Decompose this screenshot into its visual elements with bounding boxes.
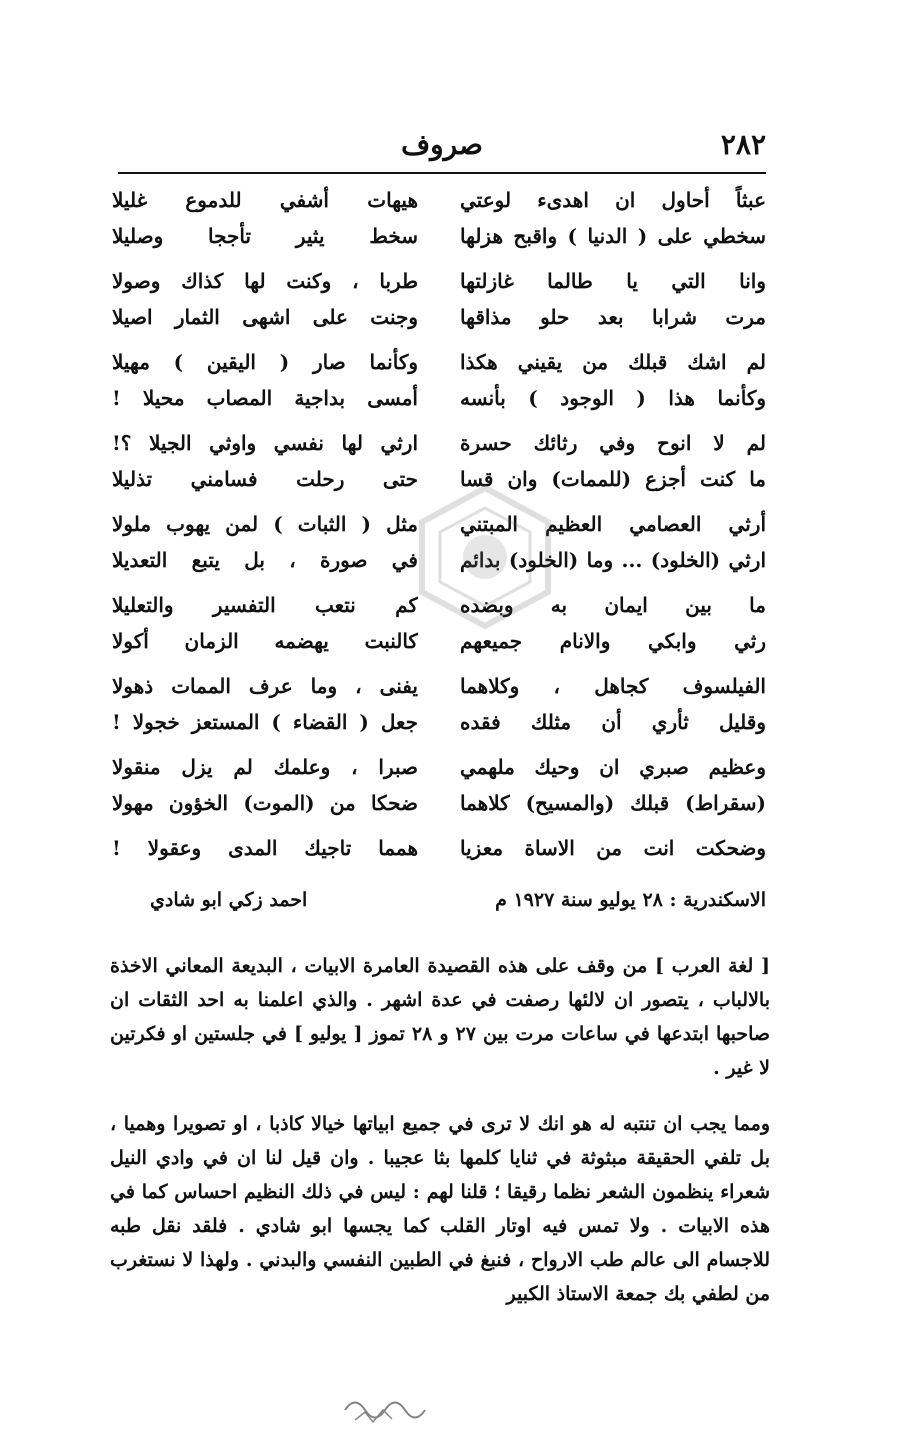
second-hemistich: كم نتعب التفسير والتعليلا	[112, 593, 418, 617]
second-hemistich: أمسى بداجية المصاب محيلا !	[112, 386, 418, 410]
poem-verse	[112, 749, 766, 785]
first-hemistich: ما كنت أجزع (للممات) وان قسا	[460, 467, 766, 491]
poem-verse	[112, 182, 766, 218]
second-hemistich: سخط يثير تأججا وصليلا	[112, 224, 418, 248]
first-hemistich: أرثي العصامي العظيم المبتني	[460, 512, 766, 536]
first-hemistich: ارثي (الخلود) ... وما (الخلود) بدائم	[460, 548, 766, 572]
page-header	[118, 128, 766, 168]
first-hemistich: رثي وابكي والانام جميعهم	[460, 629, 766, 653]
handwritten-mark	[340, 1390, 430, 1430]
running-title: صروف	[401, 128, 483, 161]
second-hemistich: في صورة ، بل يتبع التعديلا	[112, 548, 418, 572]
poem-verse	[112, 263, 766, 299]
first-hemistich: لم اشك قبلك من يقيني هكذا	[460, 350, 766, 374]
place-date: الاسكندرية : ٢٨ يوليو سنة ١٩٢٧ م	[495, 889, 766, 911]
poem-signoff	[150, 880, 766, 920]
poem-verse	[112, 830, 766, 866]
second-hemistich: صبرا ، وعلمك لم يزل منقولا	[112, 755, 418, 779]
first-hemistich: ما بين ايمان به وبضده	[460, 593, 766, 617]
second-hemistich: طربا ، وكنت لها كذاك وصولا	[112, 269, 418, 293]
poem-verse	[112, 785, 766, 821]
poem-stanza	[112, 344, 766, 416]
second-hemistich: حتى رحلت فسامني تذليلا	[112, 467, 418, 491]
poem-verse	[112, 704, 766, 740]
second-hemistich: يفنى ، وما عرف الممات ذهولا	[112, 674, 418, 698]
commentary-paragraph: [ لغة العرب ] من وقف على هذه القصيدة العامرة الابيات ، البديعة المعاني الاخذة بالالباب ، يتصور ان لالئها رصفت في عدة اشهر . والذي اعلمنا به احد الثقات ان صاحبها ابتدعها في ساعات مرت بين ٢٧ و ٢٨ تموز [ يوليو ] في جلستين او فكرتين لا غير .	[110, 955, 771, 1079]
library-watermark-seal	[410, 482, 560, 632]
poem-verse	[112, 344, 766, 380]
first-hemistich: وقليل ثأري أن مثلك فقده	[460, 710, 766, 734]
first-hemistich: وضحكت انت من الاساة معزيا	[460, 836, 766, 860]
first-hemistich: سخطي على ( الدنيا ) واقبح هزلها	[460, 224, 766, 248]
header-rule	[118, 172, 766, 174]
second-hemistich: جعل ( القضاء ) المستعز خجولا !	[112, 710, 418, 734]
poem-stanza	[112, 668, 766, 740]
poem-verse	[112, 218, 766, 254]
poem-verse	[112, 380, 766, 416]
poem-stanza	[112, 830, 766, 866]
second-hemistich: وكأنما صار ( اليقين ) مهيلا	[112, 350, 418, 374]
first-hemistich: الفيلسوف كجاهل ، وكلاهما	[460, 674, 766, 698]
second-hemistich: هيهات أشفي للدموع غليلا	[112, 188, 418, 212]
second-hemistich: ارثي لها نفسي واوثي الجيلا ؟!	[112, 431, 418, 455]
page-number: ٢٨٢	[720, 128, 766, 161]
poem-stanza	[112, 263, 766, 335]
second-hemistich: مثل ( الثبات ) لمن يهوب ملولا	[112, 512, 418, 536]
first-hemistich: وانا التي يا طالما غازلتها	[460, 269, 766, 293]
poem-verse	[112, 299, 766, 335]
second-hemistich: ضحكا من (الموت) الخؤون مهولا	[112, 791, 418, 815]
first-hemistich: عبثاً أحاول ان اهدىء لوعتي	[460, 188, 766, 212]
first-hemistich: (سقراط) قبلك (والمسيح) كلاهما	[460, 791, 766, 815]
second-hemistich: وجنت على اشهى الثمار اصيلا	[112, 305, 418, 329]
commentary-paragraph: ومما يجب ان تنتبه له هو انك لا ترى في جميع ابياتها خيالا كاذبا ، او تصويرا وهميا ، بل تلفي الحقيقة مبثوثة في ثنايا كلمها بثا عجيبا . وان قيل لنا ان في وادي النيل شعراء ينظمون الشعر نظما رقيقا ؛ قلنا لهم : ليس في ذلك النظيم احساس كما في هذه الابيات . ولا تمس فيه اوتار القلب كما يجسها ابو شادي . فلقد نقل طبه للاجسام الى عالم طب الارواح ، فنبغ في الطبين النفسي والبدني . ولهذا لا نستغرب من لطفي بك جمعة الاستاذ الكبير	[110, 1113, 770, 1305]
poem-author: احمد زكي ابو شادي	[150, 889, 308, 911]
poem-stanza	[112, 749, 766, 821]
first-hemistich: لم لا انوح وفي رثائك حسرة	[460, 431, 766, 455]
poem-stanza	[112, 182, 766, 254]
poem-verse	[112, 668, 766, 704]
poem-verse	[112, 425, 766, 461]
second-hemistich: كالنبت يهضمه الزمان أكولا	[112, 629, 418, 653]
second-hemistich: همما تاجيك المدى وعقولا !	[112, 836, 418, 860]
first-hemistich: وكأنما هذا ( الوجود ) بأنسه	[460, 386, 766, 410]
first-hemistich: مرت شرابا بعد حلو مذاقها	[460, 305, 766, 329]
first-hemistich: وعظيم صبري ان وحيك ملهمي	[460, 755, 766, 779]
